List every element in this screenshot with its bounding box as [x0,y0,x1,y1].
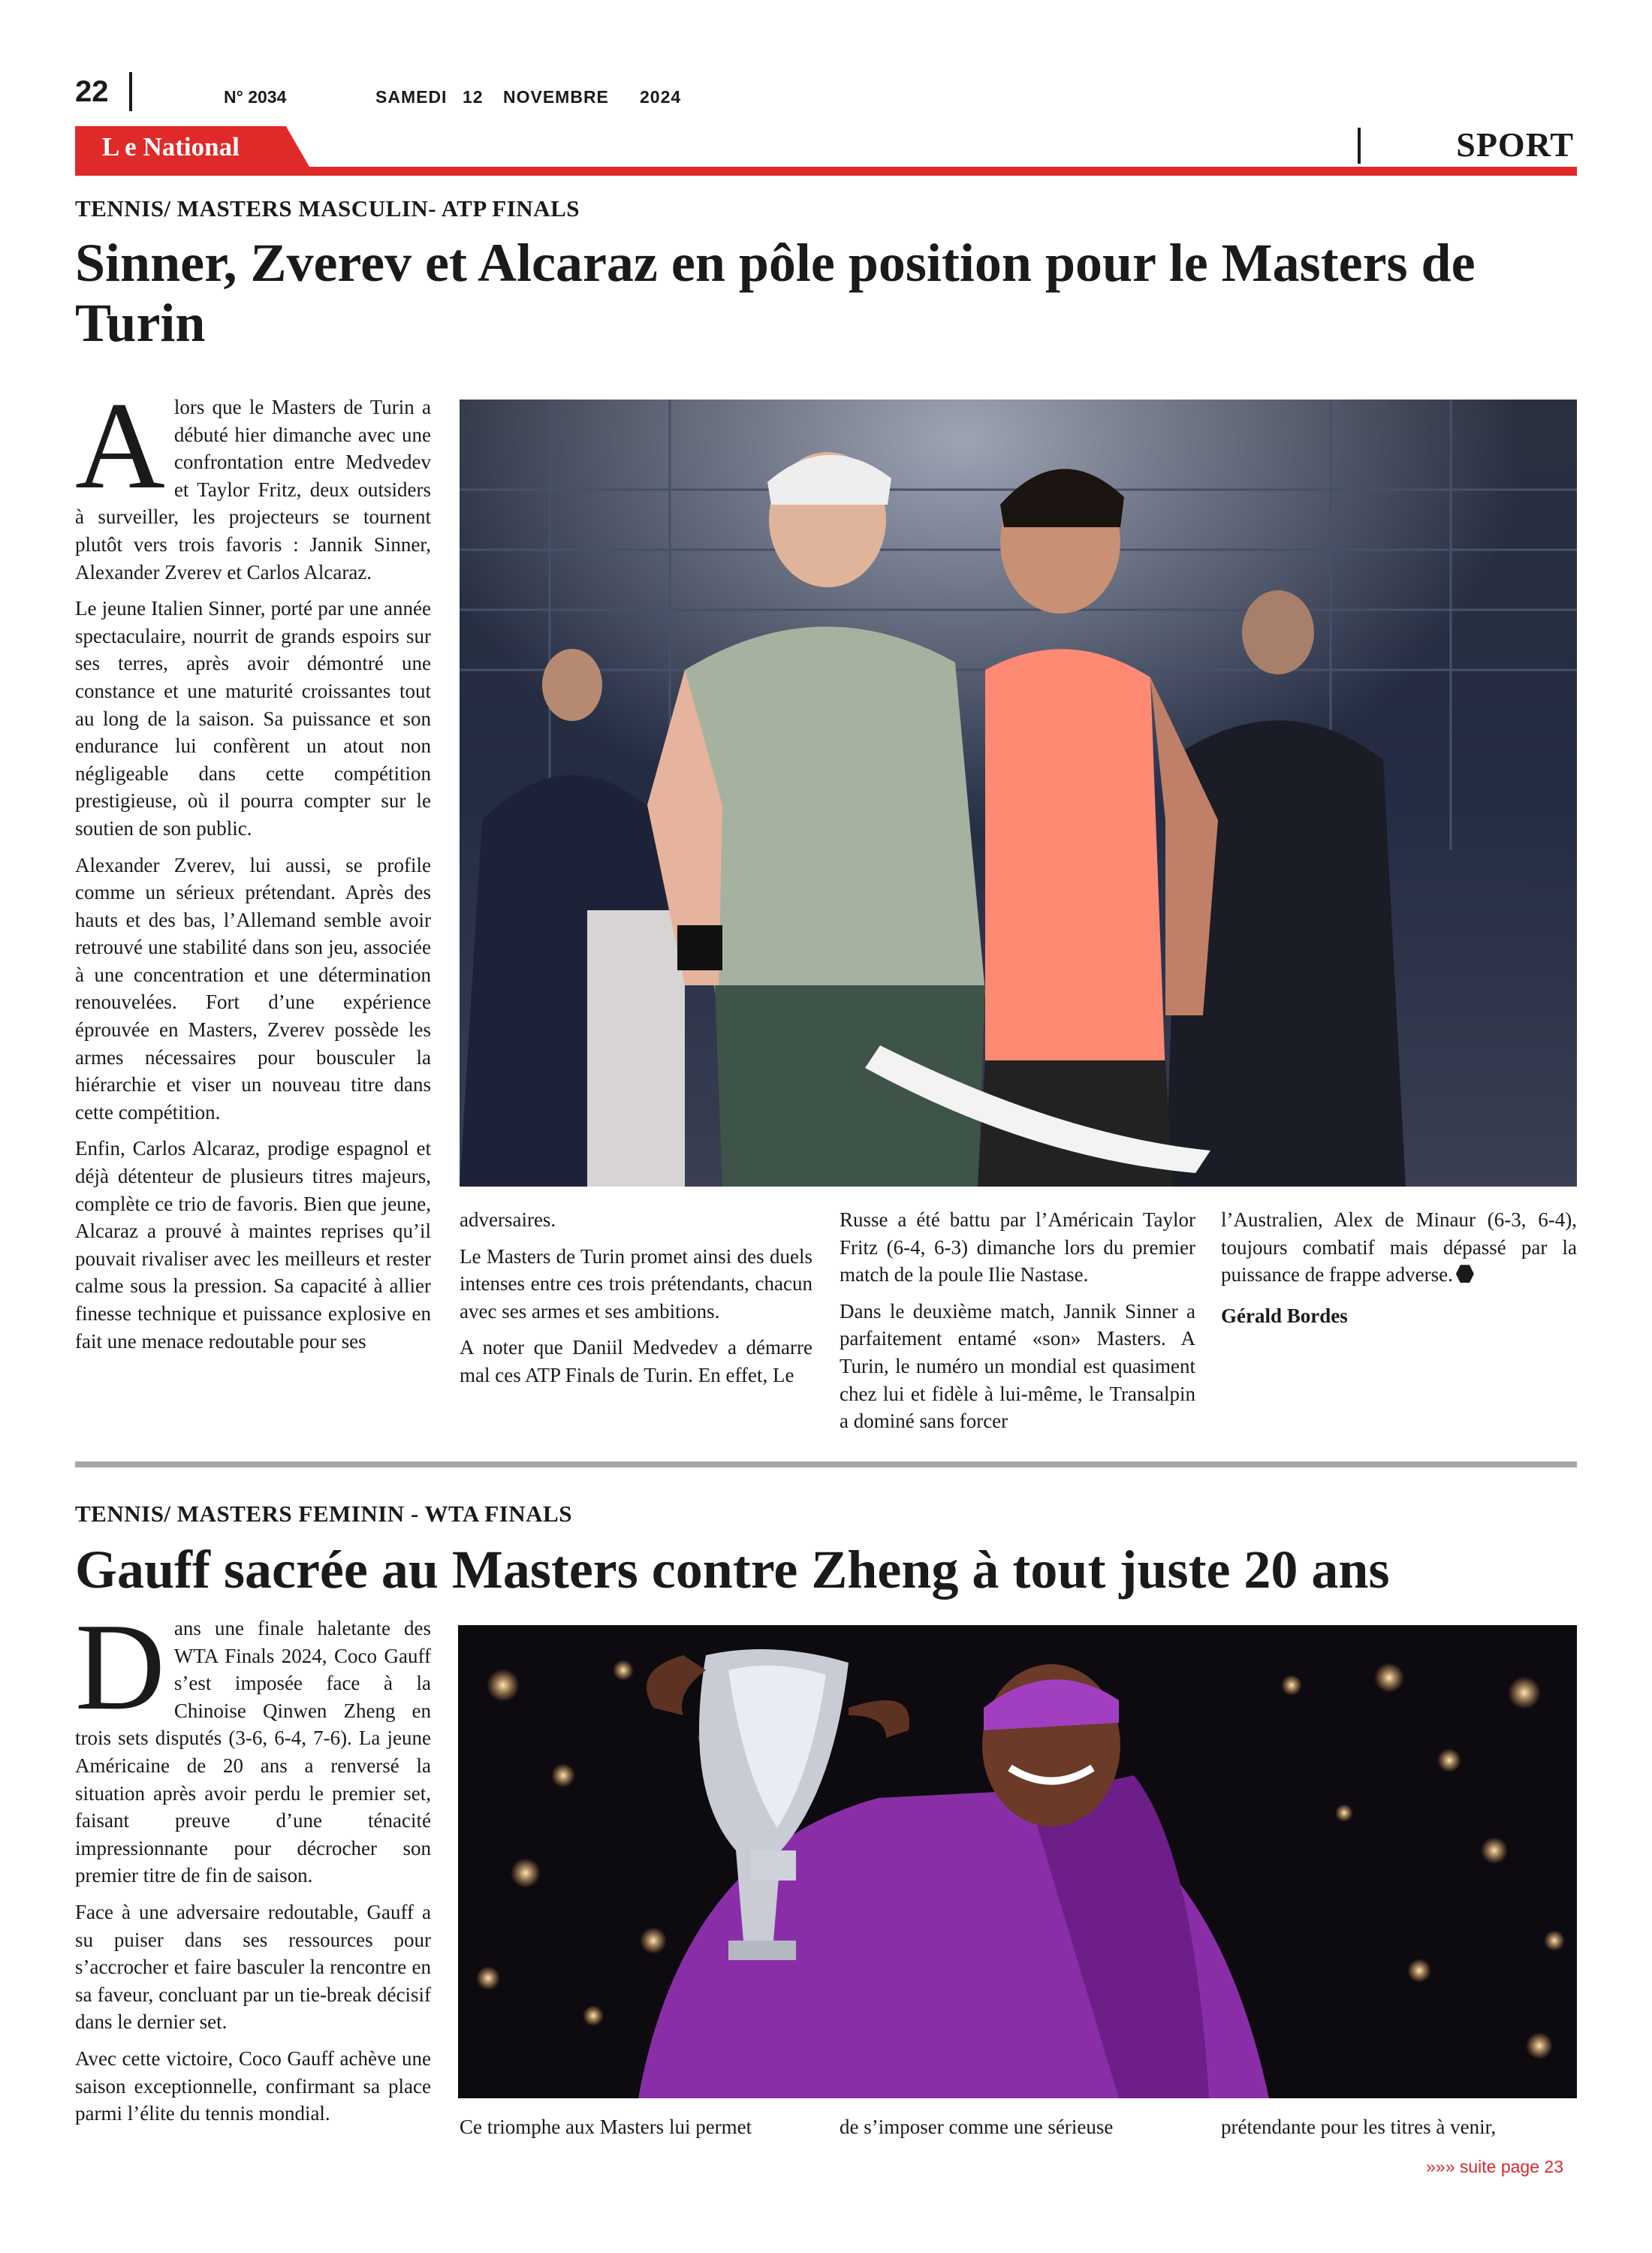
article-divider [75,1461,1577,1467]
date-number: 12 [463,87,484,107]
article1-column-4 [1221,1206,1577,1338]
article2-col2-text: Ce triomphe aux Masters lui permet [460,2116,752,2138]
article1-paragraph-2: Le jeune Italien Sinner, porté par une année spectaculaire, nourrit de grands espoirs sur ses terres, après avoir démontré une constance et une maturité croissantes tout au long de la saison. Sa puissance et son endurance lui confèrent un atout non négligeable dans cette compétition prestigieuse, où il pourra compter sur le soutien de son public. [75,597,431,840]
article1-col4-paragraph-1: l’Australien, Alex de Minaur (6-3, 6-4), toujours combatif mais dépassé par la puissance de frappe adverse. [1221,1208,1577,1286]
continuation-link[interactable]: »»» suite page 23 [1426,2157,1563,2176]
article2-paragraph-1: ans une finale haletante des WTA Finals 2024, Coco Gauff s’est imposée face à la Chinoise Qinwen Zheng en trois sets disputés (3-6, 6-4, 7-6). La jeune Américaine de 20 ans a renversé la situation après avoir perdu le premier set, faisant preuve d’une ténacité impressionnante pour décrocher son premier titre de fin de saison. [75,1617,431,1887]
newspaper-logo: L e National [102,132,240,161]
drop-cap: A [75,376,165,514]
article2-column-4 [1221,2113,1577,2150]
article2-column-3 [840,2113,1195,2150]
article1-col2-paragraph-2: Le Masters de Turin promet ainsi des duels intenses entre ces trois prétendants, chacun avec ses armes et ses ambitions. [460,1244,812,1323]
article2-column-1 [75,1597,431,2137]
header-rule [75,167,1577,176]
article1-column-2 [460,1206,812,1398]
end-of-article-icon [1456,1265,1474,1283]
article2-column-2 [460,2113,812,2150]
drop-cap: D [75,1597,165,1736]
article1-paragraph-4: Enfin, Carlos Alcaraz, prodige espagnol et déjà détenteur de plusieurs titres majeurs, complète ce trio de favoris. Bien que jeune, Alcaraz a prouvé à maintes reprises qu’il pouvait rivaliser avec les meilleurs et rester calme sous la pression. Sa capacité à allier finesse technique et puissance explosive en fait une menace redoutable pour ses [75,1137,431,1353]
article2-col4-text: prétendante pour les titres à venir, [1221,2116,1497,2138]
rubric-divider [1358,128,1361,164]
article2-paragraph-3: Avec cette victoire, Coco Gauff achève une saison exceptionnelle, confirmant sa place parmi l’élite du tennis mondial. [75,2046,431,2125]
article1-column-3 [840,1206,1195,1444]
photo-gauff-trophy [458,1625,1577,2098]
article1-headline: Sinner, Zverev et Alcaraz en pôle position pour le Masters de Turin [75,233,1476,353]
issue-number: N° 2034 [224,87,287,107]
article1-col3-paragraph-1: Russe a été battu par l’Américain Taylor Fritz (6-4, 6-3) dimanche lors du premier match de la poule Ilie Nastase. [840,1208,1195,1286]
article2-headline: Gauff sacrée au Masters contre Zheng à tout juste 20 ans [75,1540,1390,1600]
date-year: 2024 [640,87,682,107]
header-divider [129,72,132,111]
section-title: SPORT [1456,125,1574,164]
date-day: SAMEDI [375,87,448,107]
article1-author: Gérald Bordes [1221,1304,1348,1327]
date-month: NOVEMBRE [503,87,609,107]
article1-col2-paragraph-1: adversaires. [460,1208,556,1231]
article2-col3-text: de s’imposer comme une sérieuse [840,2116,1114,2138]
article1-col2-paragraph-3: A noter que Daniil Medvedev a démarre mal ces ATP Finals de Turin. En effet, Le [460,1336,812,1386]
page-number: 22 [75,75,109,108]
article1-column-1 [75,376,431,1452]
article2-paragraph-2: Face à une adversaire redoutable, Gauff a su puiser dans ses ressources pour s’accrocher et faire basculer la rencontre en sa faveur, concluant par un tie-break décisif dans le dernier set. [75,1900,431,2034]
article1-col3-paragraph-2: Dans le deuxième match, Jannik Sinner a parfaitement entamé «son» Masters. A Turin, le numéro un mondial est quasiment chez lui et fidèle à lui-même, le Transalpin a dominé sans forcer [840,1299,1195,1433]
photo-sinner-alcaraz [460,400,1577,1187]
article1-paragraph-1: lors que le Masters de Turin a débuté hier dimanche avec une confrontation entre Medvedev et Taylor Fritz, deux outsiders à surveiller, les projecteurs se tournent plutôt vers trois favoris : Jannik Sinner, Alexander Zverev et Carlos Alcaraz. [75,396,431,584]
article1-kicker: TENNIS/ MASTERS MASCULIN- ATP FINALS [75,195,580,222]
article1-paragraph-3: Alexander Zverev, lui aussi, se profile comme un sérieux prétendant. Après des hauts et des bas, l’Allemand semble avoir retrouvé une stabilité dans son jeu, associée à une concentration et une détermination renouvelées. Fort d’une expérience éprouvée en Masters, Zverev possède les armes nécessaires pour bousculer la hiérarchie et viser un nouveau titre dans cette compétition. [75,853,431,1123]
article2-kicker: TENNIS/ MASTERS FEMININ - WTA FINALS [75,1500,572,1527]
